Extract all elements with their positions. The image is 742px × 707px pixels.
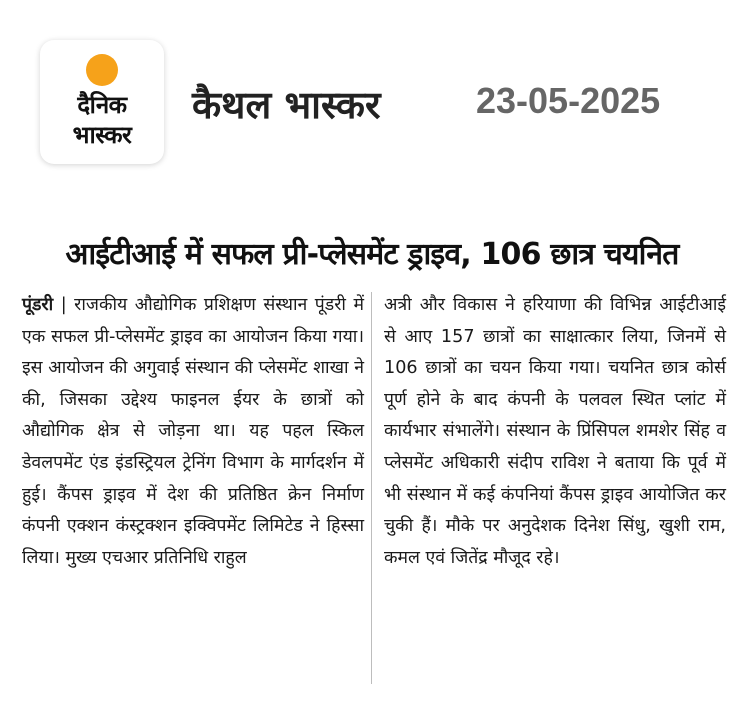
logo-text-line2: भास्कर xyxy=(72,121,132,149)
article-column-right xyxy=(384,290,726,574)
newspaper-logo xyxy=(40,40,164,164)
logo-text-line1: दैनिक xyxy=(77,91,127,119)
sun-icon xyxy=(86,54,118,86)
dateline-separator: | xyxy=(60,295,67,315)
article-headline: आईटीआई में सफल प्री-प्लेसमेंट ड्राइव, 106 छात्र चयनित xyxy=(65,237,679,272)
article-dateline: पूंडरी xyxy=(22,295,54,315)
edition-date: 23-05-2025 xyxy=(476,80,661,121)
article-body-left: राजकीय औद्योगिक प्रशिक्षण संस्थान पूंडरी में एक सफल प्री-प्लेसमेंट ड्राइव का आयोजन किया गया। इस आयोजन की अगुवाई संस्थान की प्लेसमेंट शाखा ने की, जिसका उद्देश्य फाइनल ईयर के छात्रों को औद्योगिक क्षेत्र से जोड़ना था। यह पहल स्किल डेवलपमेंट एंड इंडस्ट्रियल ट्रेनिंग विभाग के मार्गदर्शन में हुई। कैंपस ड्राइव में देश की प्रतिष्ठित क्रेन निर्माण कंपनी एक्शन कंस्ट्रक्शन इक्विपमेंट लिमिटेड ने हिस्सा लिया। मुख्य एचआर प्रतिनिधि राहुल xyxy=(22,295,365,568)
article-column-left xyxy=(22,290,364,574)
column-divider xyxy=(371,292,372,684)
edition-title: कैथल भास्कर xyxy=(192,83,381,127)
article-body-right: अत्री और विकास ने हरियाणा की विभिन्न आईटीआई से आए 157 छात्रों का साक्षात्कार लिया, जिनमें से 106 छात्रों का चयन किया गया। चयनित छात्र कोर्स पूर्ण होने के बाद कंपनी के पलवल स्थित प्लांट में कार्यभार संभालेंगे। संस्थान के प्रिंसिपल शमशेर सिंह व प्लेसमेंट अधिकारी संदीप राविश ने बताया कि पूर्व में भी संस्थान में कई कंपनियां कैंपस ड्राइव आयोजित कर चुकी हैं। मौके पर अनुदेशक दिनेश सिंधु, खुशी राम, कमल एवं जितेंद्र मौजूद रहे। xyxy=(384,295,726,568)
